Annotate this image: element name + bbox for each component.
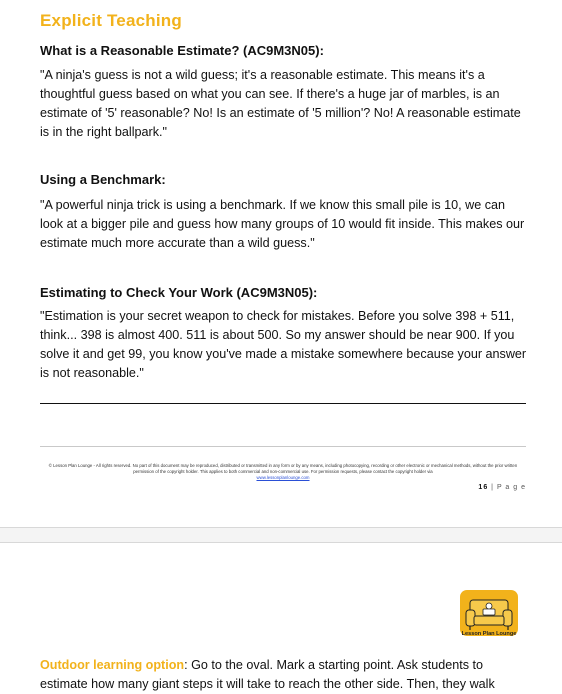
logo-text: Lesson Plan Lounge bbox=[461, 631, 517, 637]
divider-line bbox=[40, 403, 526, 404]
paragraph-reasonable-estimate: "A ninja's guess is not a wild guess; it's a reasonable estimate. This means it's a thoughtful guess based on what you can see. If there's a huge jar of marbles, is an estimate of '5' reasonable? No! Is an estimate of '5 million'? No! A reasonable estimate is in the right ballpark." bbox=[40, 68, 521, 139]
armchair-logo-icon bbox=[456, 588, 522, 650]
copyright-text: © Lesson Plan Lounge - All rights reserved. No part of this document may be reproduced, distributed or transmitted in any form or by any means, including photocopying, recording or other electronic or mechanical methods, without the prior written permission of the copyright holder. This applies to both commercial and non-commercial use. For permission requests, please contact the copyright holder via bbox=[48, 463, 518, 474]
subheading-benchmark: Using a Benchmark: bbox=[40, 172, 166, 187]
subheading-reasonable-estimate: What is a Reasonable Estimate? (AC9M3N05): bbox=[40, 43, 324, 58]
footer-divider bbox=[40, 446, 526, 447]
page-break bbox=[0, 527, 562, 543]
copyright-notice bbox=[40, 463, 526, 481]
subheading-check-work: Estimating to Check Your Work (AC9M3N05): bbox=[40, 285, 318, 300]
page-number-value: 16 bbox=[478, 484, 489, 491]
paragraph-check-work: "Estimation is your secret weapon to check for mistakes. Before you solve 398 + 511, think... 398 is almost 400. 511 is about 500. So my answer should be near 900. If you solve it and get 99, you know you've made a mistake somewhere because your answer is not reasonable." bbox=[40, 309, 527, 380]
outdoor-text: : Go to the oval. Mark a starting point. Ask students to estimate how many giant steps it will take to reach the other side. Then, they walk bbox=[40, 658, 495, 691]
outdoor-label: Outdoor learning option bbox=[40, 658, 185, 672]
page-number: 16 | P a g e bbox=[478, 484, 526, 491]
outdoor-learning-paragraph bbox=[40, 656, 530, 694]
page-label: P a g e bbox=[496, 484, 526, 491]
website-link[interactable]: www.lessonplanlounge.com bbox=[256, 475, 310, 480]
paragraph-benchmark: "A powerful ninja trick is using a benchmark. If we know this small pile is 10, we can look at a bigger pile and guess how many groups of 10 would fit inside. This makes our estimate much more accurate than a wild guess." bbox=[40, 198, 525, 250]
section-heading: Explicit Teaching bbox=[40, 11, 182, 30]
document-page-17 bbox=[0, 543, 562, 692]
